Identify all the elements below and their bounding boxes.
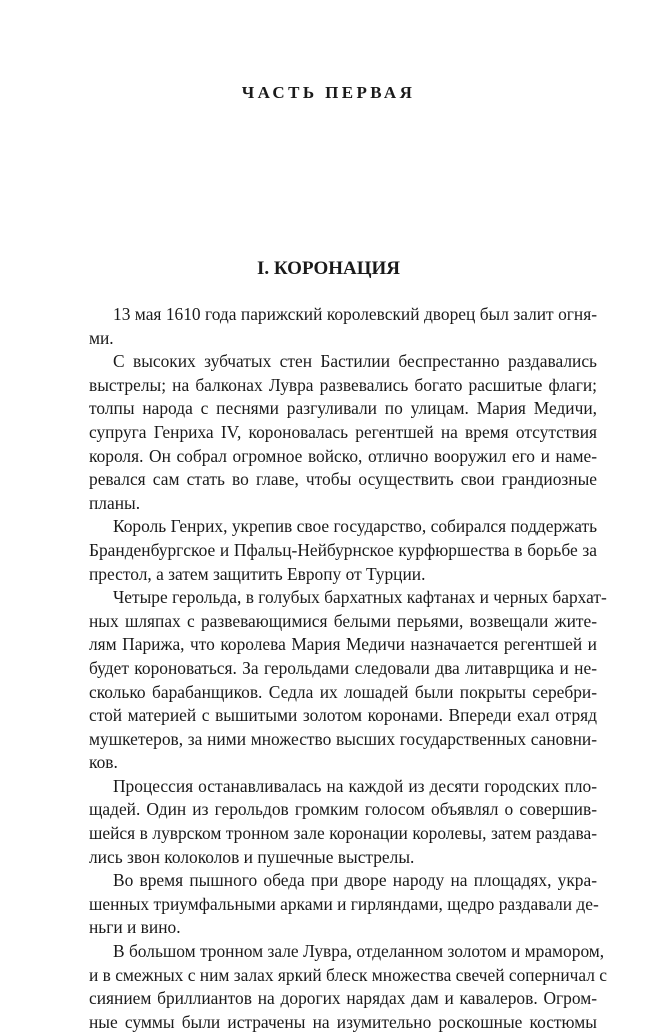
text-line: Четыре герольда, в голубых бархатных кафтанах и черных бархат- [113, 587, 607, 608]
text-line: ков. [89, 752, 118, 773]
text-line: планы. [89, 492, 141, 513]
text-line: щадей. Один из герольдов громким голосом объявлял о совершив- [89, 799, 597, 820]
text-line: В большом тронном зале Лувра, отделанном золотом и мрамором, [113, 941, 605, 962]
text-line: шенных триумфальными арками и гирляндами, щедро раздавали де- [89, 893, 599, 914]
text-line: лям Парижа, что королева Мария Медичи назначается регентшей и [89, 634, 597, 655]
text-line: будет короноваться. За герольдами следовали два литаврщика и не- [89, 657, 597, 678]
text-line: ньги и вино. [89, 917, 181, 938]
text-line: мушкетеров, за ними множество высших государственных сановни- [89, 728, 597, 749]
text-line: Процессия останавливалась на каждой из десяти городских пло- [113, 775, 597, 796]
text-line: Король Генрих, укрепив свое государство, собирался поддержать [113, 516, 597, 537]
text-line: толпы народа с песнями разгуливали по улицам. Мария Медичи, [89, 398, 597, 419]
text-line: и в смежных с ним залах яркий блеск множества свечей соперничал с [89, 964, 608, 985]
text-line: ревался сам стать во главе, чтобы осуществить свои грандиозные [89, 469, 597, 490]
text-line: супруга Генриха IV, короновалась регентшей на время отсутствия [89, 421, 597, 442]
text-line: ных шляпах с развевающимися белыми перьями, возвещали жите- [89, 610, 597, 631]
text-line: сиянием бриллиантов на дорогих нарядах дам и кавалеров. Огром- [89, 988, 597, 1009]
text-line: выстрелы; на балконах Лувра развевались богато расшитые флаги; [89, 374, 597, 395]
text-line: Бранденбургское и Пфальц-Нейбурнское курфюршества в борьбе за [89, 539, 597, 560]
text-line: лись звон колоколов и пушечные выстрелы. [89, 846, 415, 867]
text-line: стой материей с вышитыми золотом коронами. Впереди ехал отряд [89, 705, 597, 726]
text-line: короля. Он собрал огромное войско, отлично вооружил его и наме- [89, 445, 597, 466]
text-line: шейся в луврском тронном зале коронации королевы, затем раздава- [89, 823, 597, 844]
chapter-title: I. КОРОНАЦИЯ [256, 258, 401, 279]
text-line: ми. [89, 327, 114, 348]
text-line: престол, а затем защитить Европу от Турции. [89, 563, 426, 584]
part-title: ЧАСТЬ ПЕРВАЯ [241, 83, 416, 102]
text-line: сколько барабанщиков. Седла их лошадей были покрыты серебри- [89, 681, 597, 702]
text-line: ные суммы были истрачены на изумительно роскошные костюмы [89, 1011, 597, 1032]
chapter-body-text [89, 303, 608, 1034]
text-line: Во время пышного обеда при дворе народу на площадях, укра- [113, 870, 597, 891]
text-line: С высоких зубчатых стен Бастилии беспрестанно раздавались [113, 351, 597, 372]
text-line: 13 мая 1610 года парижский королевский дворец был залит огня- [113, 304, 597, 324]
